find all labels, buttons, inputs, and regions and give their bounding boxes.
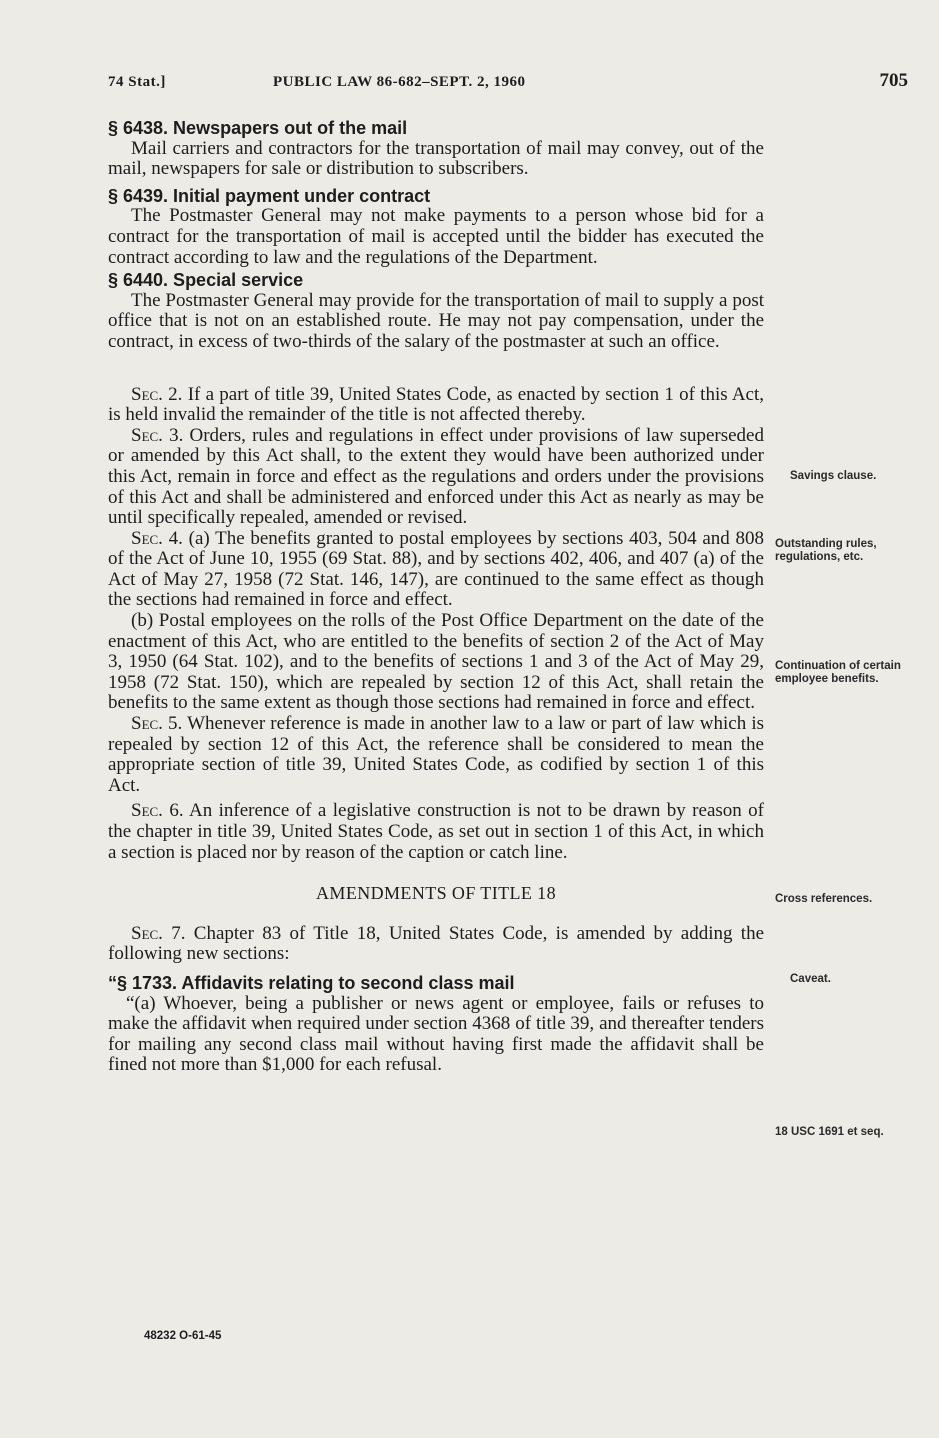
margin-note-caveat: Caveat. [790, 973, 831, 985]
sec-4a-text: (a) The benefits granted to postal employees by sections 403, 504 and 808 of the Act of June 10, 1955 (69 Stat. 88), and by sections 402, 406, and 407 (a) of the Act of May 27, 1958 (72 Stat. 146, 147), are continued to the same effect as though the sections had remained in force and effect. [108, 527, 765, 611]
margin-note-continuation: Continuation of certain employee benefits. [775, 660, 901, 685]
sec-6-text: An inference of a legislative construction is not to be drawn by reason of the chapter in title 39, United States Code, as set out in section 1 of this Act, in which a section is placed nor by reason of the caption or catch line. [108, 800, 765, 863]
sec-3-paragraph [108, 426, 764, 529]
section-6440-title: § 6440. Special service [108, 270, 304, 291]
sec-6-paragraph [108, 801, 764, 863]
sec-4b-paragraph: (b) Postal employees on the rolls of the Post Office Department on the date of the enactment of this Act, who are entitled to the benefits of section 2 of the Act of May 3, 1950 (64 Stat. 102), and to the benefits of sections 1 and 3 of the Act of May 29, 1958 (72 Stat. 150), which are repealed by section 12 of this Act, shall retain the benefits to the same extent as though those sections had remained in force and effect. [108, 610, 764, 714]
footer-printer-code: 48232 O-61-45 [144, 1330, 222, 1342]
page-number: 705 [879, 70, 908, 91]
sec-2-label: Sec. 2. [131, 383, 183, 405]
sec-2-text: If a part of title 39, United States Code, as enacted by section 1 of this Act, is held invalid the remainder of the title is not affected thereby. [108, 383, 765, 426]
sec-5-label: Sec. 5. [131, 713, 183, 735]
sec-3-label: Sec. 3. [131, 424, 184, 446]
sec-4a-paragraph [108, 529, 764, 611]
header-title: PUBLIC LAW 86-682–SEPT. 2, 1960 [273, 74, 526, 90]
section-6439-text: The Postmaster General may not make payments to a person whose bid for a contract for the transportation of mail is accepted until the bidder has executed the contract according to law and the regulations of the Department. [108, 205, 764, 268]
margin-note-cross-references: Cross references. [775, 893, 873, 905]
sec-7-text: Chapter 83 of Title 18, United States Code, is amended by adding the following new sections: [108, 922, 765, 965]
sec-7-label: Sec. 7. [131, 922, 186, 944]
sec-7-paragraph [108, 924, 764, 965]
sec-4-label: Sec. 4. [131, 527, 183, 549]
sec-2-paragraph [108, 385, 764, 426]
amendments-heading: AMENDMENTS OF TITLE 18 [316, 883, 556, 904]
header-volume: 74 Stat.] [108, 74, 166, 90]
page-header [108, 70, 908, 96]
margin-note-savings: Savings clause. [790, 470, 877, 482]
sec-3-text: Orders, rules and regulations in effect under provisions of law superseded or amended by this Act shall, to the extent they would have been authorized under this Act, remain in force and effect as the regulations and orders under the provisions of this Act and shall be administered and enforced under this Act as nearly as may be until specifically repealed, amended or revised. [108, 424, 764, 529]
section-6438-title: § 6438. Newspapers out of the mail [108, 118, 408, 138]
section-1733-title: “§ 1733. Affidavits relating to second class mail [108, 972, 515, 993]
page-body [108, 118, 764, 1076]
sec-6-label: Sec. 6. [131, 800, 184, 822]
section-6439-title: § 6439. Initial payment under contract [108, 185, 431, 206]
section-1733-text: “(a) Whoever, being a publisher or news agent or employee, fails or refuses to make the affidavit when required under section 4368 of title 39, and thereafter tenders for mailing any second class mail without having first made the affidavit shall be fined not more than $1,000 for each refusal. [108, 992, 764, 1076]
margin-note-outstanding: Outstanding rules, regulations, etc. [775, 538, 877, 563]
margin-note-usc: 18 USC 1691 et seq. [775, 1126, 884, 1138]
sec-5-text: Whenever reference is made in another law to a law or part of law which is repealed by section 12 of this Act, the reference shall be considered to mean the appropriate section of title 39, United States Code, as codified by section 1 of this Act. [108, 713, 764, 796]
section-6438-text: Mail carriers and contractors for the transportation of mail may convey, out of the mail, newspapers for sale or distribution to subscribers. [108, 137, 764, 180]
sec-5-paragraph [108, 714, 764, 796]
section-6440-text: The Postmaster General may provide for the transportation of mail to supply a post office that is not on an established route. He may not pay compensation, under the contract, in excess of two-thirds of the salary of the postmaster at such an office. [108, 289, 764, 352]
